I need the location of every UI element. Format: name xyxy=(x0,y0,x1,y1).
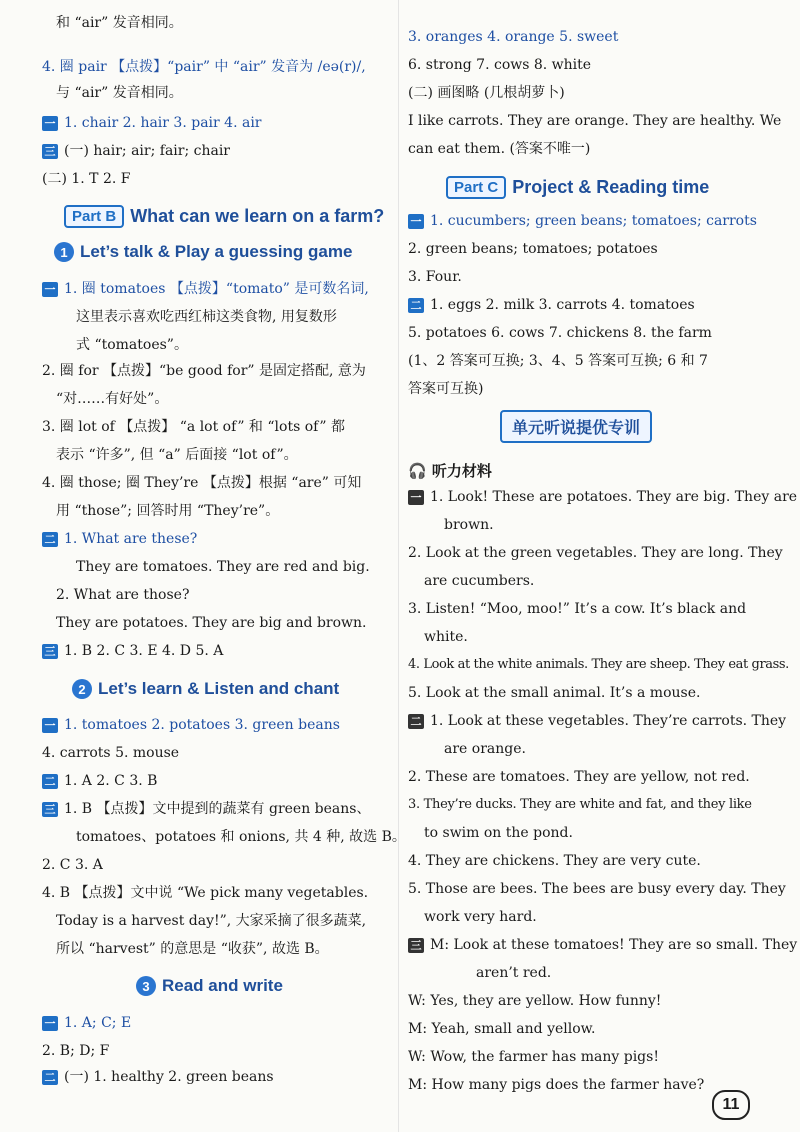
answer-line: 三 1. B 2. C 3. E 4. D 5. A xyxy=(42,642,223,660)
answer-line: I like carrots. They are orange. They are healthy. We xyxy=(408,113,782,129)
transcript-line: 4. They are chickens. They are very cute. xyxy=(408,853,701,869)
section-tag-icon: 三 xyxy=(408,938,424,953)
answer-line: They are tomatoes. They are red and big. xyxy=(76,559,370,575)
answer-line: 6. strong 7. cows 8. white xyxy=(408,57,592,73)
audio-material-heading: 🎧 听力材料 xyxy=(408,462,492,480)
transcript-line: are cucumbers. xyxy=(424,573,535,589)
transcript-line: to swim on the pond. xyxy=(424,825,573,841)
answer-line: 2. B; D; F xyxy=(42,1043,110,1059)
answer-line: 2. green beans; tomatoes; potatoes xyxy=(408,241,658,257)
section-tag-icon: 一 xyxy=(42,1016,58,1031)
transcript-line: 4. Look at the white animals. They are sheep. They eat grass. xyxy=(408,657,789,672)
section-tag-icon: 三 xyxy=(42,802,58,817)
answer-line: can eat them. (答案不唯一) xyxy=(408,141,591,157)
section-number-icon: 1 xyxy=(54,242,74,262)
answer-line: (二) 画图略 (几根胡萝卜) xyxy=(408,85,565,101)
answer-line: 式 “tomatoes”。 xyxy=(76,337,188,353)
answer-line: They are potatoes. They are big and brown. xyxy=(56,615,367,631)
unit-practice-title: 单元听说提优专训 xyxy=(500,410,652,443)
column-divider xyxy=(398,0,399,1132)
part-b-title: What can we learn on a farm? xyxy=(130,206,385,226)
answer-line: 这里表示喜欢吃西红柿这类食物, 用复数形 xyxy=(76,309,337,325)
part-c-badge: Part C xyxy=(446,176,506,199)
transcript-line: 5. Look at the small animal. It’s a mouse. xyxy=(408,685,701,701)
transcript-line: brown. xyxy=(444,517,494,533)
section-tag-icon: 一 xyxy=(42,116,58,131)
transcript-line: 2. Look at the green vegetables. They are long. They xyxy=(408,545,783,561)
page-number: 11 xyxy=(712,1090,750,1120)
transcript-line: work very hard. xyxy=(424,909,537,925)
section-1-header xyxy=(54,242,352,262)
answer-line: 一 1. A; C; E xyxy=(42,1014,131,1032)
headphones-icon: 🎧 xyxy=(408,462,427,480)
answer-line: 与 “air” 发音相同。 xyxy=(56,85,183,101)
answer-line: 2. C 3. A xyxy=(42,857,103,873)
answer-line: 2. 圈 for 【点拨】“be good for” 是固定搭配, 意为 xyxy=(42,363,366,379)
answer-line: 二 1. What are these? xyxy=(42,530,197,548)
section-tag-icon: 一 xyxy=(42,282,58,297)
answer-line: 3. oranges 4. orange 5. sweet xyxy=(408,29,619,45)
transcript-line: white. xyxy=(424,629,468,645)
part-b-header xyxy=(64,205,384,228)
section-tag-icon: 三 xyxy=(42,144,58,159)
part-c-header xyxy=(446,176,709,199)
transcript-line: aren’t red. xyxy=(476,965,552,981)
answer-line: 3. Four. xyxy=(408,269,462,285)
section-number-icon: 2 xyxy=(72,679,92,699)
answer-line: 和 “air” 发音相同。 xyxy=(56,15,183,31)
section-tag-icon: 三 xyxy=(42,644,58,659)
answer-line: 答案可互换) xyxy=(408,381,484,397)
section-2-header xyxy=(72,679,339,699)
answer-line: 一 1. chair 2. hair 3. pair 4. air xyxy=(42,114,261,132)
section-tag-icon: 二 xyxy=(42,774,58,789)
answer-line: (1、2 答案可互换; 3、4、5 答案可互换; 6 和 7 xyxy=(408,353,708,369)
answer-line: 三 (一) hair; air; fair; chair xyxy=(42,142,230,160)
answer-line: 4. B 【点拨】文中说 “We pick many vegetables. xyxy=(42,885,369,901)
answer-line: 5. potatoes 6. cows 7. chickens 8. the farm xyxy=(408,325,712,341)
answer-line: 4. carrots 5. mouse xyxy=(42,745,180,761)
answer-line: 三 1. B 【点拨】文中提到的蔬菜有 green beans、 xyxy=(42,800,370,818)
section-number-icon: 3 xyxy=(136,976,156,996)
answer-line: 3. 圈 lot of 【点拨】 “a lot of” 和 “lots of” 都 xyxy=(42,419,345,435)
transcript-line: 三 M: Look at these tomatoes! They are so small. They xyxy=(408,936,797,954)
answer-line: 用 “those”; 回答时用 “They’re”。 xyxy=(56,503,280,519)
answer-line: 二 1. eggs 2. milk 3. carrots 4. tomatoes xyxy=(408,296,695,314)
answer-line: tomatoes、potatoes 和 onions, 共 4 种, 故选 B。 xyxy=(76,829,406,845)
transcript-line: 二 1. Look at these vegetables. They’re carrots. They xyxy=(408,712,786,730)
answer-line: Today is a harvest day!”, 大家采摘了很多蔬菜, xyxy=(56,913,367,929)
transcript-line: W: Wow, the farmer has many pigs! xyxy=(408,1049,659,1065)
section-tag-icon: 二 xyxy=(42,532,58,547)
section-tag-icon: 一 xyxy=(408,490,424,505)
answer-line: 一 1. tomatoes 2. potatoes 3. green beans xyxy=(42,716,340,734)
section-title: Let’s talk & Play a guessing game xyxy=(80,242,353,261)
answer-line: 一 1. 圈 tomatoes 【点拨】“tomato” 是可数名词, xyxy=(42,280,369,298)
section-title: Read and write xyxy=(162,976,283,995)
answer-line: 2. What are those? xyxy=(56,587,190,603)
transcript-line: M: Yeah, small and yellow. xyxy=(408,1021,596,1037)
section-tag-icon: 二 xyxy=(42,1070,58,1085)
answer-line: 4. 圈 pair 【点拨】“pair” 中 “air” 发音为 /eə(r)/, xyxy=(42,59,366,75)
section-tag-icon: 一 xyxy=(42,718,58,733)
transcript-line: W: Yes, they are yellow. How funny! xyxy=(408,993,662,1009)
answer-line: 二 (一) 1. healthy 2. green beans xyxy=(42,1068,274,1086)
transcript-line: 一 1. Look! These are potatoes. They are big. They are xyxy=(408,488,797,506)
transcript-line: 3. They’re ducks. They are white and fat, and they like xyxy=(408,797,752,812)
transcript-line: 2. These are tomatoes. They are yellow, not red. xyxy=(408,769,750,785)
section-tag-icon: 二 xyxy=(408,298,424,313)
transcript-line: 5. Those are bees. The bees are busy every day. They xyxy=(408,881,786,897)
part-c-title: Project & Reading time xyxy=(512,177,710,197)
transcript-line: M: How many pigs does the farmer have? xyxy=(408,1077,705,1093)
section-3-header xyxy=(136,976,283,996)
answer-line: “对……有好处”。 xyxy=(56,391,169,407)
transcript-line: are orange. xyxy=(444,741,526,757)
answer-line: (二) 1. T 2. F xyxy=(42,171,131,187)
answer-line: 一 1. cucumbers; green beans; tomatoes; carrots xyxy=(408,212,757,230)
answer-line: 所以 “harvest” 的意思是 “收获”, 故选 B。 xyxy=(56,941,329,957)
answer-line: 二 1. A 2. C 3. B xyxy=(42,772,157,790)
transcript-line: 3. Listen! “Moo, moo!” It’s a cow. It’s black and xyxy=(408,601,747,617)
answer-line: 4. 圈 those; 圈 They’re 【点拨】根据 “are” 可知 xyxy=(42,475,362,491)
section-tag-icon: 一 xyxy=(408,214,424,229)
answer-line: 表示 “许多”, 但 “a” 后面接 “lot of”。 xyxy=(56,447,298,463)
section-tag-icon: 二 xyxy=(408,714,424,729)
part-b-badge: Part B xyxy=(64,205,124,228)
section-title: Let’s learn & Listen and chant xyxy=(98,679,340,698)
